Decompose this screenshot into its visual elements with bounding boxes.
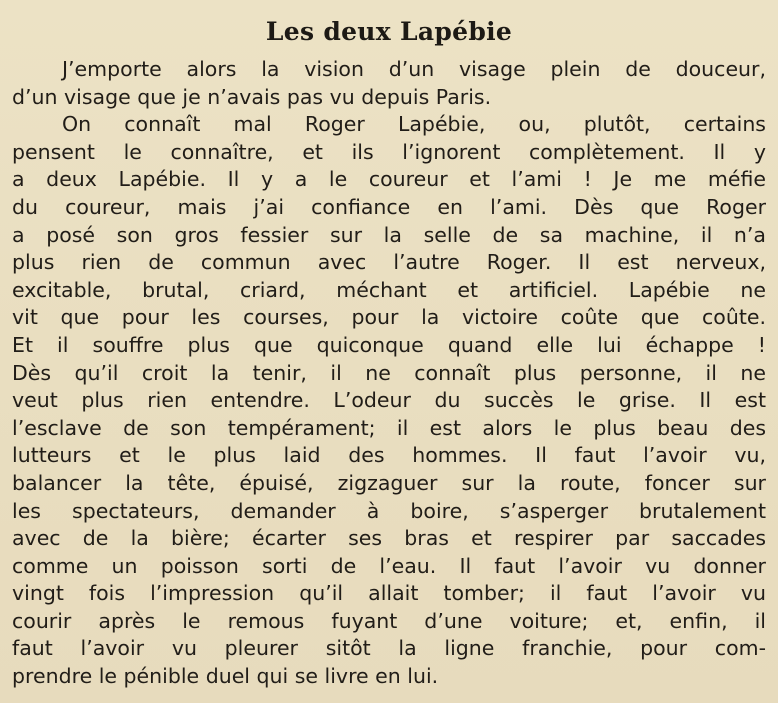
text-line: courir après le remous fuyant d’une voiture; et, enfin, il [12, 608, 766, 633]
paragraph-2 [12, 111, 766, 690]
text-line: a posé son gros fessier sur la selle de sa machine, il n’a [12, 222, 766, 247]
article-title: Les deux Lapébie [265, 17, 513, 46]
text-line: vit que pour les courses, pour la victoire coûte que coûte. [12, 305, 766, 330]
text-line: l’esclave de son tempérament; il est alors le plus beau des [12, 415, 766, 440]
text-line: Dès qu’il croit la tenir, il ne connaît plus personne, il ne [12, 360, 766, 385]
text-line: balancer la tête, épuisé, zigzaguer sur la route, foncer sur [12, 470, 766, 495]
text-line: d’un visage que je n’avais pas vu depuis Paris. [12, 84, 492, 109]
text-line: avec de la bière; écarter ses bras et respirer par saccades [12, 526, 766, 551]
text-line: On connaît mal Roger Lapébie, ou, plutôt, certains [62, 112, 766, 137]
text-line: J’emporte alors la vision d’un visage plein de douceur, [62, 57, 766, 81]
text-line: excitable, brutal, criard, méchant et artificiel. Lapébie ne [12, 277, 766, 302]
text-line: vingt fois l’impression qu’il allait tomber; il faut l’avoir vu [12, 581, 766, 606]
text-line: plus rien de commun avec l’autre Roger. Il est nerveux, [12, 250, 766, 275]
article-body [12, 56, 766, 691]
paragraph-1 [12, 56, 766, 111]
text-line: lutteurs et le plus laid des hommes. Il faut l’avoir vu, [12, 443, 766, 468]
text-line: Et il souffre plus que quiconque quand elle lui échappe ! [12, 332, 766, 357]
text-line: comme un poisson sorti de l’eau. Il faut l’avoir vu donner [12, 553, 766, 578]
text-line: veut plus rien entendre. L’odeur du succès le grise. Il est [12, 388, 766, 413]
text-line: pensent le connaître, et ils l’ignorent complètement. Il y [12, 139, 766, 164]
text-line: les spectateurs, demander à boire, s’asperger brutalement [12, 498, 766, 523]
text-line: a deux Lapébie. Il y a le coureur et l’ami ! Je me méfie [12, 167, 766, 192]
text-line: du coureur, mais j’ai confiance en l’ami. Dès que Roger [12, 194, 766, 219]
text-line: prendre le pénible duel qui se livre en lui. [12, 664, 439, 689]
text-line: faut l’avoir vu pleurer sitôt la ligne franchie, pour com- [12, 636, 766, 661]
